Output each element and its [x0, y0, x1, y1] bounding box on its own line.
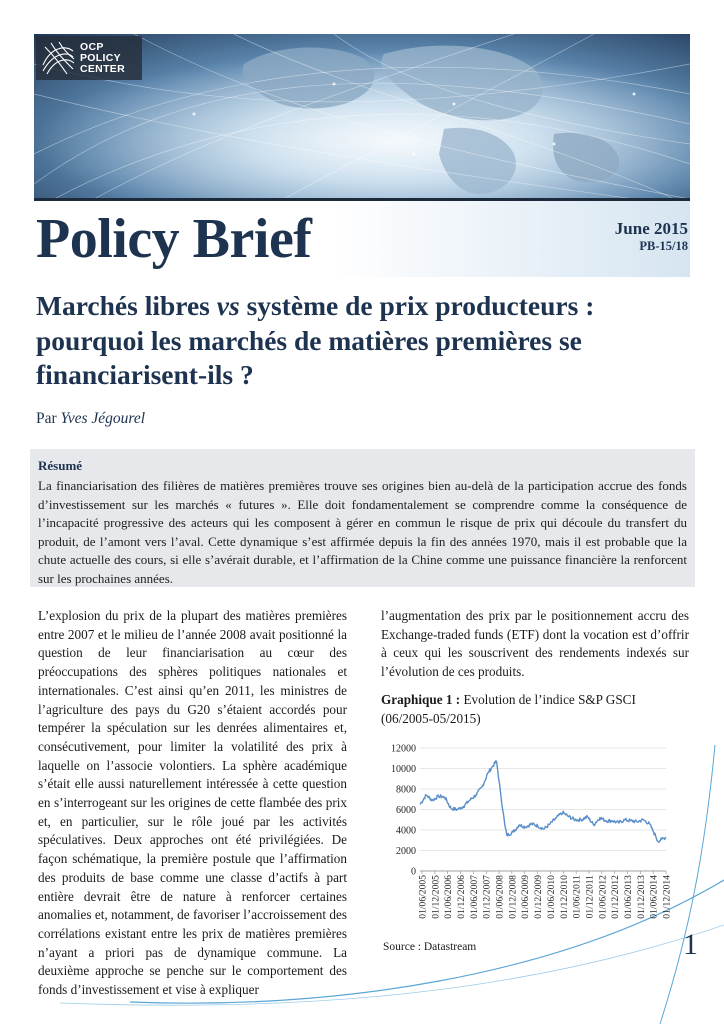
x-tick-label: 01/12/2009 [533, 875, 545, 919]
y-tick-label: 2000 [396, 846, 416, 857]
y-tick-label: 4000 [396, 825, 416, 837]
brief-title: Policy Brief [36, 208, 312, 270]
y-tick-label: 8000 [396, 784, 416, 796]
body-right-column: l’augmentation des prix par le positionnement accru des Exchange-traded funds (ETF) dont la vocation est d’offrir à ceux qui les souscrivent des rendements indexés sur l’évolution de ces produits. [381, 608, 689, 680]
article-title-part2: système de prix producteurs : pourquoi les marchés de matières premières se financiarisent-ils ? [36, 290, 595, 390]
title-strip [34, 201, 690, 277]
x-tick-label: 01/06/2005 [417, 875, 429, 919]
issue-info [615, 219, 688, 254]
logo-text [80, 42, 125, 75]
x-tick-label: 01/06/2010 [545, 875, 557, 919]
issue-code: PB-15/18 [639, 239, 688, 253]
header-banner [34, 34, 690, 199]
summary-box [30, 449, 695, 587]
article-title-part1: Marchés libres [36, 290, 217, 321]
logo-line-2: POLICY [80, 51, 121, 64]
chart-caption-text: Evolution de l’indice S&P GSCI (06/2005-05/2015) [381, 692, 636, 726]
page-number: 1 [683, 928, 698, 961]
y-tick-label: 0 [411, 866, 416, 878]
x-tick-label: 01/06/2011 [571, 875, 583, 919]
issue-date: June 2015 [614, 219, 688, 238]
x-tick-label: 01/12/2010 [558, 875, 570, 919]
globe-grid-icon [41, 41, 75, 75]
x-tick-label: 01/12/2007 [481, 875, 493, 919]
ocp-logo [36, 36, 142, 80]
y-tick-label: 12000 [391, 743, 416, 755]
x-tick-label: 01/12/2011 [584, 875, 596, 919]
x-tick-label: 01/12/2008 [507, 875, 519, 919]
x-tick-label: 01/12/2012 [610, 875, 622, 919]
x-tick-label: 01/12/2005 [430, 875, 442, 919]
x-tick-label: 01/12/2006 [456, 875, 468, 919]
x-tick-label: 01/06/2009 [520, 875, 532, 919]
gsci-line-chart [378, 738, 678, 938]
y-tick-label: 10000 [391, 764, 416, 775]
byline [36, 410, 145, 428]
x-tick-label: 01/06/2007 [468, 875, 480, 919]
x-tick-label: 01/12/2013 [635, 875, 647, 919]
x-tick-label: 01/12/2014 [661, 875, 673, 919]
x-tick-label: 01/06/2013 [622, 875, 634, 919]
logo-line-1: OCP [80, 40, 104, 53]
y-tick-label: 6000 [396, 805, 416, 816]
summary-label: Résumé [38, 458, 83, 473]
summary-text: La financiarisation des filières de matières premières trouve ses origines bien au-delà de la participation accrue des fonds d’investissement sur les marchés « futures ». Elle doit fondamentalement se comprendre comme la conséquence de l’incapacité progressive des acteurs qui les composent à gérer en commun le risque de prix qui découle du transfert du produit, de l’amont vers l’aval. Cette dynamique s’est affirmée depuis la fin des années 1970, mais il est probable que la chute actuelle des cours, si elle s’avérait durable, et l’affirmation de la Chine comme une puissance financière la renforcent sur les prochaines années. [38, 478, 687, 586]
article-title-vs: vs [216, 290, 240, 321]
x-tick-label: 01/06/2008 [494, 875, 506, 919]
author-name: Yves Jégourel [60, 410, 146, 427]
chart-caption-label: Graphique 1 : [381, 692, 461, 707]
x-tick-label: 01/06/2012 [597, 875, 609, 919]
logo-line-3: CENTER [80, 62, 125, 75]
chart-source: Source : Datastream [383, 941, 477, 953]
x-tick-label: 01/06/2014 [648, 875, 660, 919]
x-tick-label: 01/06/2006 [443, 875, 455, 919]
byline-prefix: Par [36, 410, 61, 427]
body-left-column: L’explosion du prix de la plupart des matières premières entre 2007 et le milieu de l’année 2008 avait positionné la question de leur financiarisation au cœur des préoccupations des sphères politiques nationales et internationales. C’est ainsi qu’en 2011, les ministres de l’agriculture des pays du G20 s’étaient accordés pour tempérer la spéculation sur les denrées alimentaires et, consécutivement, pour limiter la volatilité des prix à laquelle on l’associe volontiers. La sphère académique s’était elle aussi naturellement intéressée à cette question en s’interrogeant sur les origines de cette flambée des prix et, en particulier, sur le rôle joué par les activités spéculatives. Deux approches ont été privilégiées. De façon schématique, la première postule que l’affirmation des produits de base comme une classe d’actifs à part entière devrait être de nature à renforcer certaines anomalies et, notamment, de favoriser l’accroissement des corrélations existant entre les prix de matières premières n’ayant a priori pas de dynamique commune. La deuxième approche se penche sur le comportement des fonds d’investissement et vise à expliquer [38, 608, 347, 998]
chart-caption [381, 691, 691, 728]
article-title [36, 289, 696, 393]
